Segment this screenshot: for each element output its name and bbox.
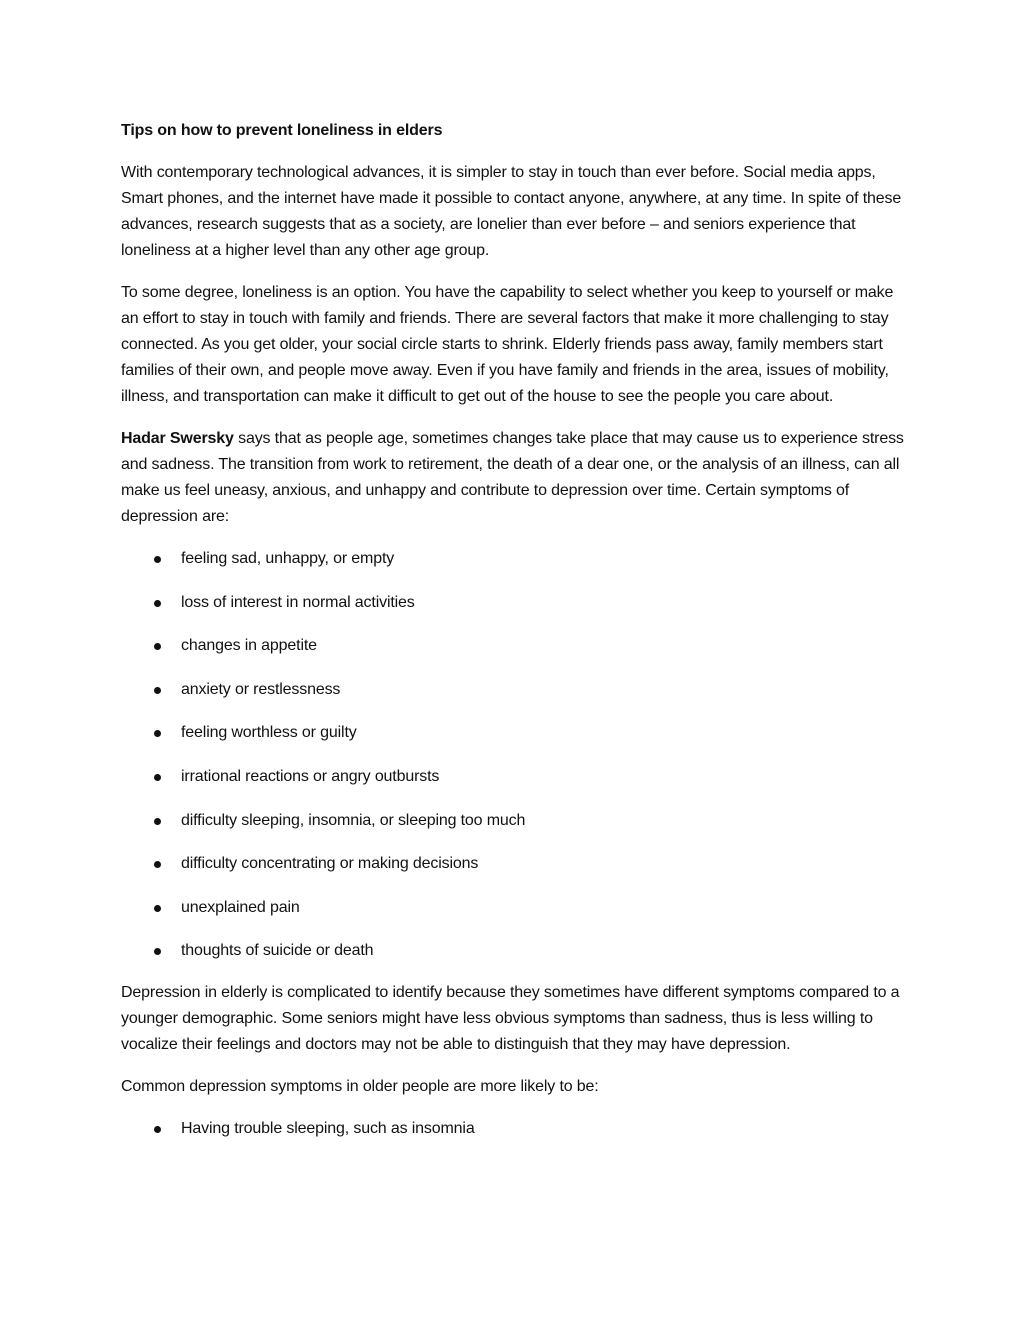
list-item <box>121 633 911 659</box>
paragraph-elderly-depression: Depression in elderly is complicated to identify because they sometimes have different symptoms compared to a younger demographic. Some seniors might have less obvious symptoms than sadness, thus is less willing to vocalize their feelings and doctors may not be able to distinguish that they may have depression. <box>121 984 900 1054</box>
bullet-icon <box>154 600 161 607</box>
bullet-icon <box>154 730 161 737</box>
bullet-icon <box>154 861 161 868</box>
list-item <box>121 895 911 921</box>
list-item <box>121 851 911 877</box>
symptoms-list <box>121 546 911 964</box>
bullet-icon <box>154 774 161 781</box>
paragraph-loneliness-option: To some degree, loneliness is an option. You have the capability to select whether you keep to yourself or make an effort to stay in touch with family and friends. There are several factors that make it more challenging to stay connected. As you get older, your social circle starts to shrink. Elderly friends pass away, family members start families of their own, and people move away. Even if you have family and friends in the area, issues of mobility, illness, and transportation can make it difficult to get out of the house to see the people you care about. <box>121 284 894 405</box>
author-name: Hadar Swersky <box>121 430 234 447</box>
list-item <box>121 764 911 790</box>
paragraph-common-symptoms: Common depression symptoms in older people are more likely to be: <box>121 1078 599 1096</box>
list-item-text: Having trouble sleeping, such as insomnia <box>181 1120 475 1138</box>
list-item-text: feeling sad, unhappy, or empty <box>181 550 395 567</box>
bullet-icon <box>154 948 161 955</box>
paragraph-depression-text: says that as people age, sometimes changes take place that may cause us to experience stress and sadness. The transition from work to retirement, the death of a dear one, or the analysis of an illness, can all make us feel uneasy, anxious, and unhappy and contribute to depression over time. Certain symptoms of depression are: <box>121 430 904 525</box>
list-item-text: thoughts of suicide or death <box>181 942 374 960</box>
list-item-text: unexplained pain <box>181 898 300 916</box>
bullet-icon <box>154 556 161 563</box>
document-body <box>121 118 911 1158</box>
bullet-icon <box>154 905 161 912</box>
bullet-icon <box>154 818 161 825</box>
elder-symptoms-list <box>121 1116 911 1142</box>
paragraph-depression-intro <box>121 426 911 530</box>
list-item-text: irrational reactions or angry outbursts <box>181 767 440 785</box>
list-item <box>121 677 911 703</box>
list-item <box>121 720 911 746</box>
list-item-text: difficulty concentrating or making decisions <box>181 855 479 873</box>
list-item-text: difficulty sleeping, insomnia, or sleeping too much <box>181 811 526 829</box>
list-item <box>121 546 911 572</box>
list-item-text: changes in appetite <box>181 637 317 655</box>
list-item-text: loss of interest in normal activities <box>181 593 415 611</box>
paragraph-intro: With contemporary technological advances, it is simpler to stay in touch than ever before. Social media apps, Smart phones, and the internet have made it possible to contact anyone, anywhere, at any time. In spite of these advances, research suggests that as a society, are lonelier than ever before – and seniors experience that loneliness at a higher level than any other age group. <box>121 164 902 259</box>
bullet-icon <box>154 1126 161 1133</box>
list-item <box>121 808 911 834</box>
document-title: Tips on how to prevent loneliness in elders <box>121 122 443 139</box>
list-item <box>121 1116 911 1142</box>
list-item-text: feeling worthless or guilty <box>181 724 357 742</box>
list-item <box>121 590 911 616</box>
list-item-text: anxiety or restlessness <box>181 680 341 698</box>
bullet-icon <box>154 643 161 650</box>
bullet-icon <box>154 687 161 694</box>
list-item <box>121 938 911 964</box>
